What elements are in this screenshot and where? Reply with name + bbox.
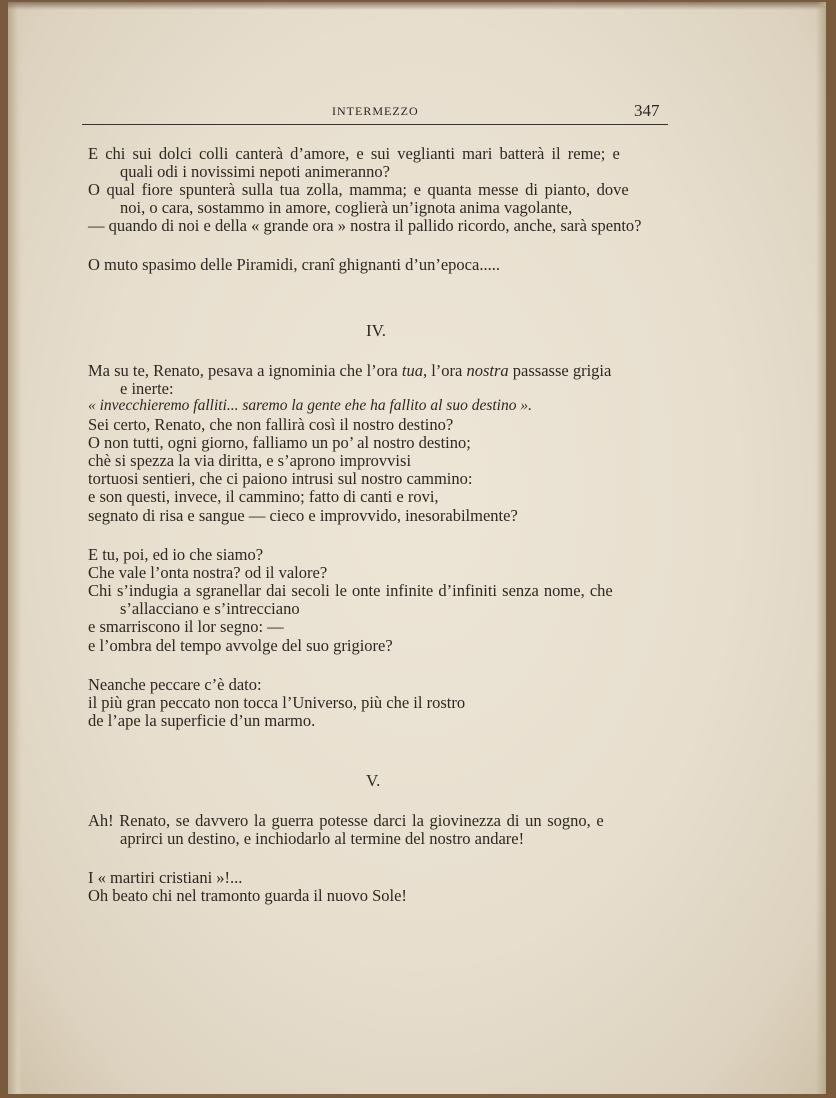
text-line: s’allacciano e s’intrecciano bbox=[120, 599, 300, 618]
text-line: Che vale l’onta nostra? od il valore? bbox=[88, 563, 328, 582]
text-line-quote: « invecchieremo falliti... saremo la gente ehe ha fallito al suo destino ». bbox=[88, 397, 532, 414]
text-line: O muto spasimo delle Piramidi, cranî ghignanti d’un’epoca..... bbox=[88, 255, 500, 274]
text-line: — quando di noi e della « grande ora » nostra il pallido ricordo, anche, sarà spento? bbox=[88, 216, 642, 235]
text-line: segnato di risa e sangue — cieco e improvvido, inesorabilmente? bbox=[88, 506, 518, 525]
text-line: e l’ombra del tempo avvolge del suo grigiore? bbox=[88, 636, 393, 655]
text-line: quali odi i novissimi nepoti animeranno? bbox=[120, 162, 390, 181]
page-right-edge bbox=[816, 2, 826, 1094]
text-line: de l’ape la superficie d’un marmo. bbox=[88, 711, 316, 730]
text-line: noi, o cara, sostammo in amore, coglierà un’ignota anima vagolante, bbox=[120, 198, 573, 217]
text-line: e inerte: bbox=[120, 379, 174, 398]
text-line: O qual fiore spunterà sulla tua zolla, mamma; e quanta messe di pianto, dove bbox=[88, 180, 629, 199]
text-line: tortuosi sentieri, che ci paiono intrusi sul nostro cammino: bbox=[88, 469, 473, 488]
text-line: Ma su te, Renato, pesava a ignominia che l’ora tua, l’ora nostra passasse grigia bbox=[88, 361, 612, 380]
page-number: 347 bbox=[634, 101, 660, 120]
text-line: chè si spezza la via diritta, e s’aprono improvvisi bbox=[88, 451, 412, 470]
section-heading-iv: IV. bbox=[366, 321, 386, 340]
page-top-edge bbox=[8, 2, 826, 10]
text-line: Sei certo, Renato, che non fallirà così il nostro destino? bbox=[88, 415, 454, 434]
text-line: E chi sui dolci colli canterà d’amore, e sui veglianti mari batterà il reme; e bbox=[88, 144, 620, 163]
text-line: Neanche peccare c’è dato: bbox=[88, 675, 262, 694]
text-line: I « martiri cristiani »!... bbox=[88, 868, 243, 887]
text-line: Oh beato chi nel tramonto guarda il nuovo Sole! bbox=[88, 886, 407, 905]
text-line: il più gran peccato non tocca l’Universo, più che il rostro bbox=[88, 693, 466, 712]
page-binding-shadow bbox=[8, 2, 22, 1094]
text-line: Ah! Renato, se davvero la guerra potesse darci la giovinezza di un sogno, e bbox=[88, 811, 604, 830]
text-line: aprirci un destino, e inchiodarlo al termine del nostro andare! bbox=[120, 829, 525, 848]
text-line: O non tutti, ogni giorno, falliamo un po’ al nostro destino; bbox=[88, 433, 471, 452]
running-header: INTERMEZZO bbox=[332, 104, 419, 118]
text-line: e son questi, invece, il cammino; fatto di canti e rovi, bbox=[88, 487, 439, 506]
text-line: e smarriscono il lor segno: — bbox=[88, 617, 284, 636]
section-heading-v: V. bbox=[366, 771, 381, 790]
text-line: Chi s’indugia a sgranellar dai secoli le onte infinite d’infiniti senza nome, che bbox=[88, 581, 613, 600]
text-line: E tu, poi, ed io che siamo? bbox=[88, 545, 264, 564]
header-rule bbox=[82, 124, 668, 125]
